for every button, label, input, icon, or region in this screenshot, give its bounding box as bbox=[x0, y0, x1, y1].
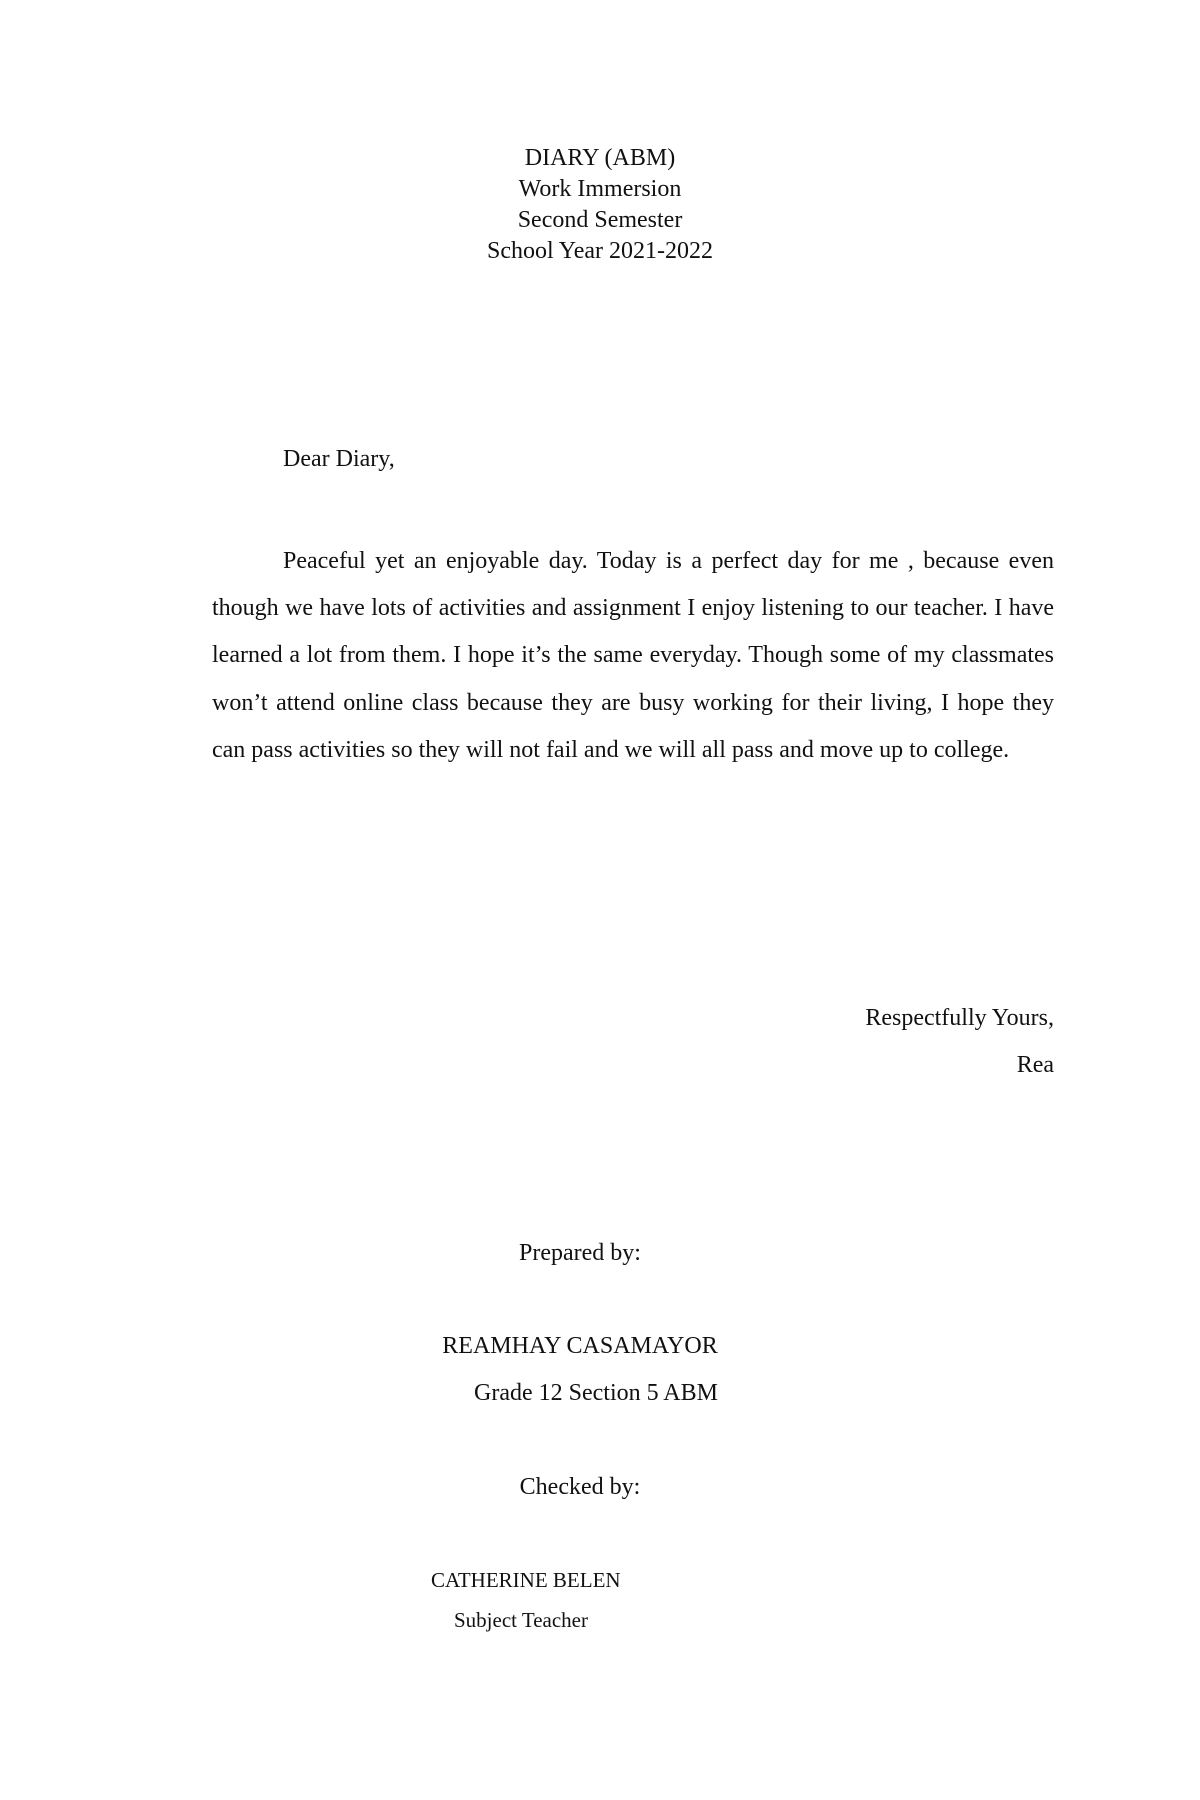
prepared-by-section-info: Grade 12 Section 5 ABM bbox=[474, 1380, 718, 1406]
signature: Rea bbox=[1016, 1052, 1054, 1078]
prepared-by-name: REAMHAY CASAMAYOR bbox=[442, 1333, 718, 1359]
document-title: DIARY (ABM) bbox=[524, 145, 676, 171]
checked-by-name: CATHERINE BELEN bbox=[431, 1568, 621, 1592]
checked-by-role: Subject Teacher bbox=[454, 1608, 588, 1632]
prepared-by-label: Prepared by: bbox=[519, 1240, 641, 1266]
salutation: Dear Diary, bbox=[283, 446, 395, 472]
diary-body-paragraph: Peaceful yet an enjoyable day. Today is a perfect day for me , because even though we have lots of activities and assignment I enjoy listening to our teacher. I have learned a lot from them. I hope it’s the same everyday. Though some of my classmates won’t attend online class because they are busy working for their living, I hope they can pass activities so they will not fail and we will all pass and move up to college. bbox=[212, 548, 1054, 763]
header-line-semester: Second Semester bbox=[517, 207, 683, 233]
header-line-work-immersion: Work Immersion bbox=[518, 176, 682, 202]
closing: Respectfully Yours, bbox=[865, 1005, 1054, 1031]
checked-by-label: Checked by: bbox=[519, 1474, 641, 1500]
header-line-school-year: School Year 2021-2022 bbox=[487, 238, 713, 264]
